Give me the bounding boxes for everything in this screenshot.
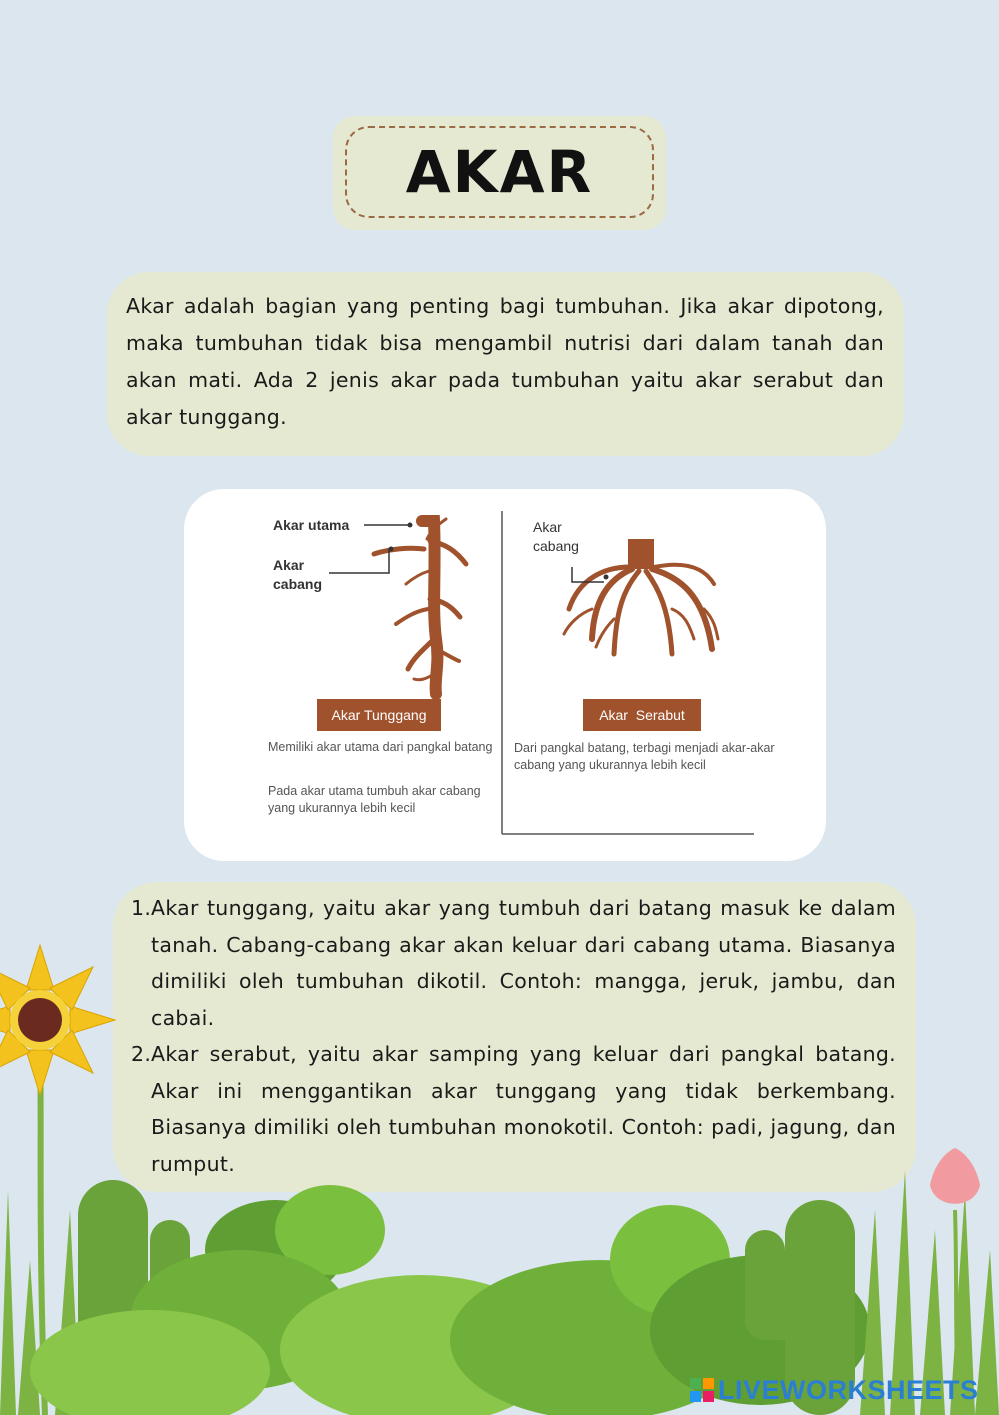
root-diagram bbox=[184, 489, 826, 861]
badge-tap-root: Akar Tunggang bbox=[317, 699, 441, 731]
intro-panel bbox=[107, 272, 904, 456]
badge-fibrous-root: Akar Serabut bbox=[583, 699, 701, 731]
list-item-number: 2. bbox=[131, 1042, 152, 1066]
label-main-root: Akar utama bbox=[273, 517, 350, 533]
label-branch-root-right-1: Akar bbox=[533, 519, 562, 535]
footer-logo bbox=[690, 1375, 979, 1405]
list-item-text: Akar tunggang, yaitu akar yang tumbuh dari batang masuk ke dalam tanah. Cabang-cabang akar akan keluar dari cabang utama. Biasanya dimiliki oleh tumbuhan dikotil. Contoh: mangga, jeruk, jambu, dan cabai. bbox=[151, 896, 896, 1030]
caption-fibrous-root: Dari pangkal batang, terbagi menjadi akar-akar cabang yang ukurannya lebih kecil bbox=[514, 741, 775, 772]
title-frame bbox=[345, 126, 654, 218]
intro-text: Akar adalah bagian yang penting bagi tumbuhan. Jika akar dipotong, maka tumbuhan tidak bisa mengambil nutrisi dari dalam tanah dan akan mati. Ada 2 jenis akar pada tumbuhan yaitu akar serabut dan akar tunggang. bbox=[126, 294, 884, 429]
label-branch-root-right-2: cabang bbox=[533, 538, 579, 554]
caption-tap-root-2: Pada akar utama tumbuh akar cabang yang ukurannya lebih kecil bbox=[268, 784, 481, 815]
liveworksheets-logo-icon bbox=[690, 1378, 714, 1402]
list-item-text: Akar serabut, yaitu akar samping yang keluar dari pangkal batang. Akar ini menggantikan akar tunggang yang tidak berkembang. Biasanya dimiliki oleh tumbuhan monokotil. Contoh: padi, jagung, dan rumput. bbox=[151, 1042, 896, 1176]
title-box bbox=[333, 116, 666, 230]
footer-brand-text: LIVEWORKSHEETS bbox=[718, 1374, 979, 1405]
caption-tap-root-1: Memiliki akar utama dari pangkal batang bbox=[268, 740, 493, 754]
label-branch-root-left-1: Akar bbox=[273, 557, 305, 573]
decorative-plants bbox=[0, 930, 999, 1415]
list-item-number: 1. bbox=[131, 896, 152, 920]
page-title: AKAR bbox=[405, 138, 594, 206]
label-branch-root-left-2: cabang bbox=[273, 576, 323, 592]
